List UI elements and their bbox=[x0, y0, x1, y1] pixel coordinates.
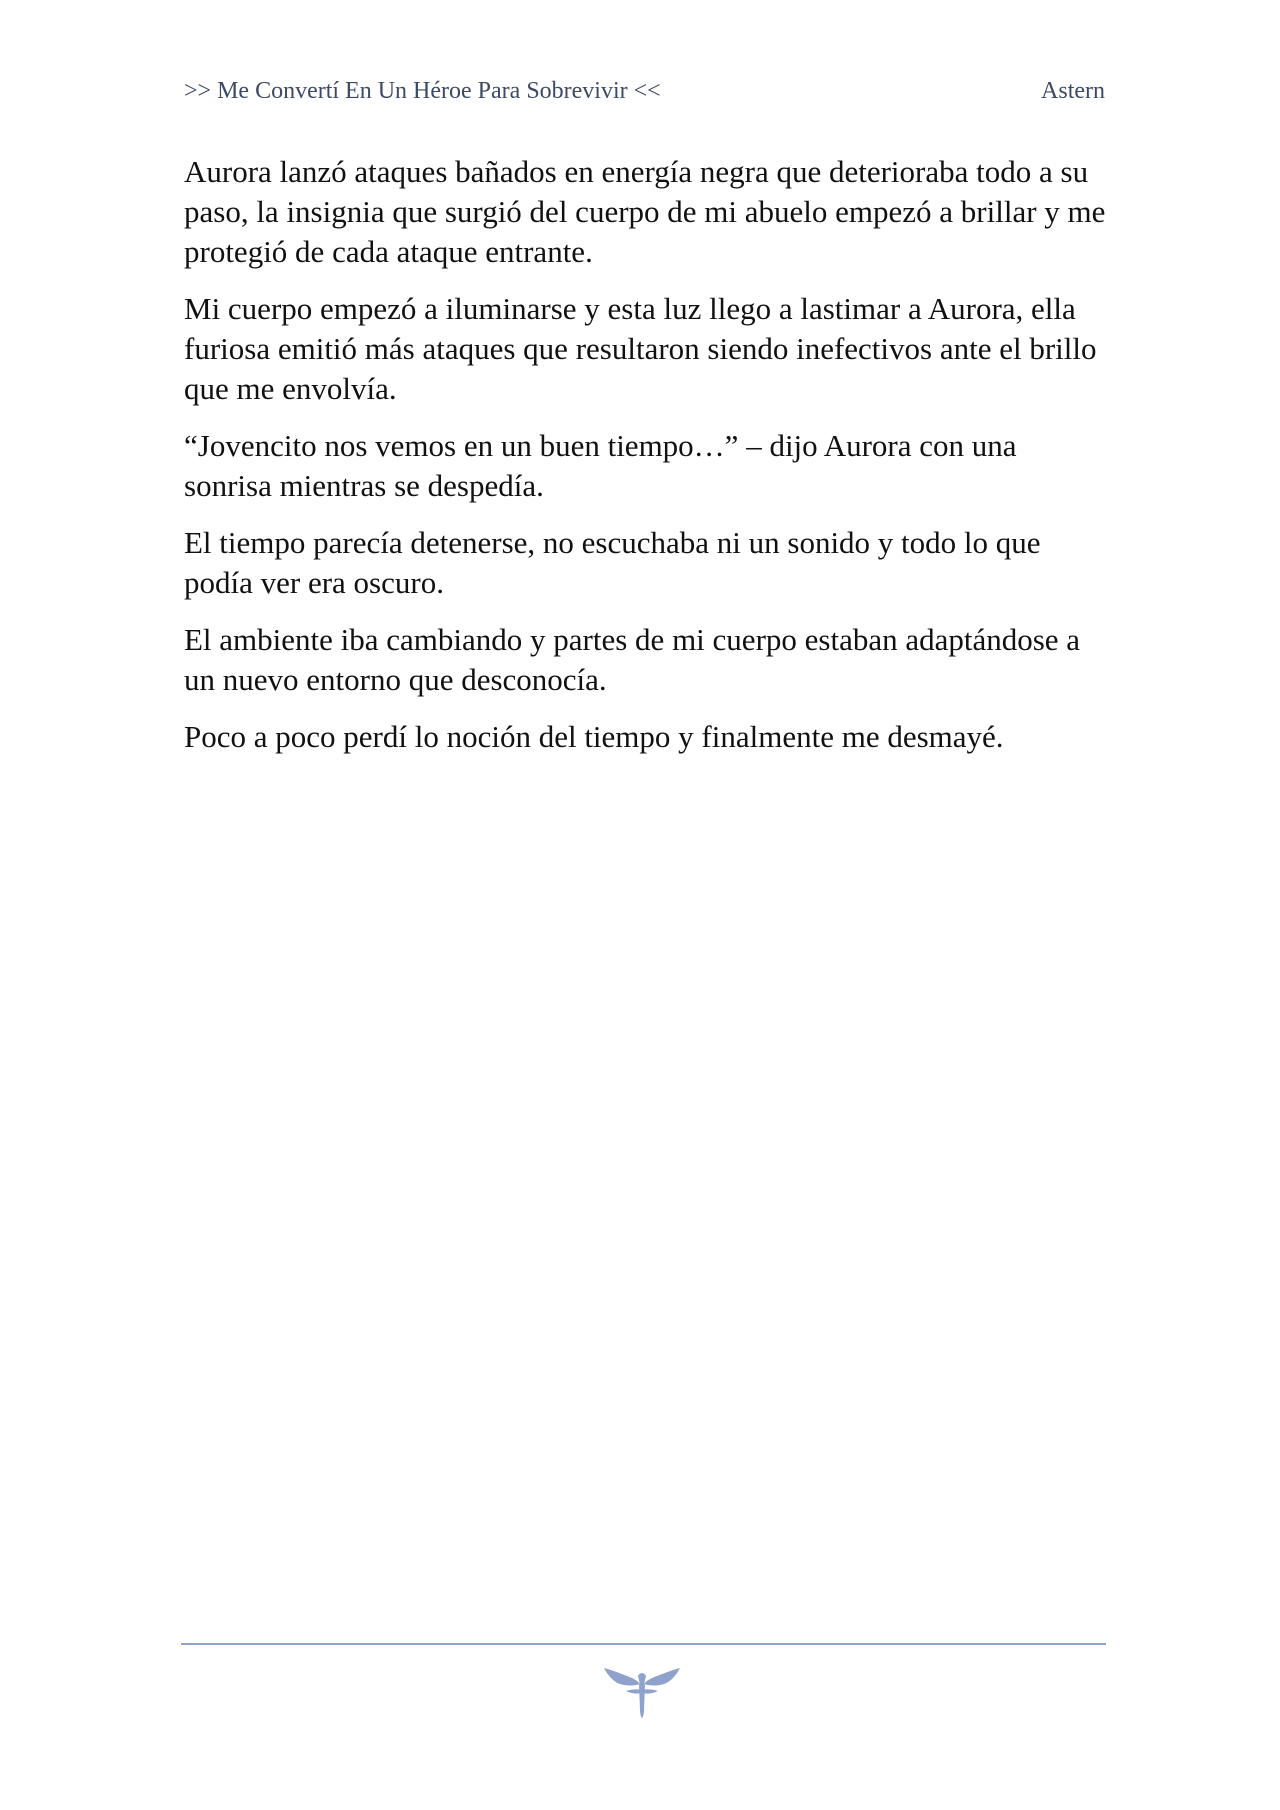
body-text bbox=[184, 152, 1106, 774]
paragraph: “Jovencito nos vemos en un buen tiempo…” – dijo Aurora con una sonrisa mientras se despedía. bbox=[184, 428, 1017, 503]
paragraph: Aurora lanzó ataques bañados en energía negra que deterioraba todo a su paso, la insignia que surgió del cuerpo de mi abuelo empezó a brillar y me protegió de cada ataque entrante. bbox=[184, 154, 1106, 269]
footer-divider bbox=[181, 1643, 1106, 1645]
page-header bbox=[184, 78, 1105, 110]
winged-cross-ornament-icon bbox=[602, 1664, 682, 1720]
paragraph: El tiempo parecía detenerse, no escuchaba ni un sonido y todo lo que podía ver era oscuro. bbox=[184, 525, 1041, 600]
paragraph: Poco a poco perdí lo noción del tiempo y finalmente me desmayé. bbox=[184, 719, 1004, 754]
book-title: >> Me Convertí En Un Héroe Para Sobrevivir << bbox=[184, 78, 661, 104]
paragraph: El ambiente iba cambiando y partes de mi cuerpo estaban adaptándose a un nuevo entorno que desconocía. bbox=[184, 622, 1081, 697]
paragraph: Mi cuerpo empezó a iluminarse y esta luz llego a lastimar a Aurora, ella furiosa emitió más ataques que resultaron siendo inefectivos ante el brillo que me envolvía. bbox=[184, 291, 1097, 406]
author-name: Astern bbox=[1041, 78, 1105, 104]
